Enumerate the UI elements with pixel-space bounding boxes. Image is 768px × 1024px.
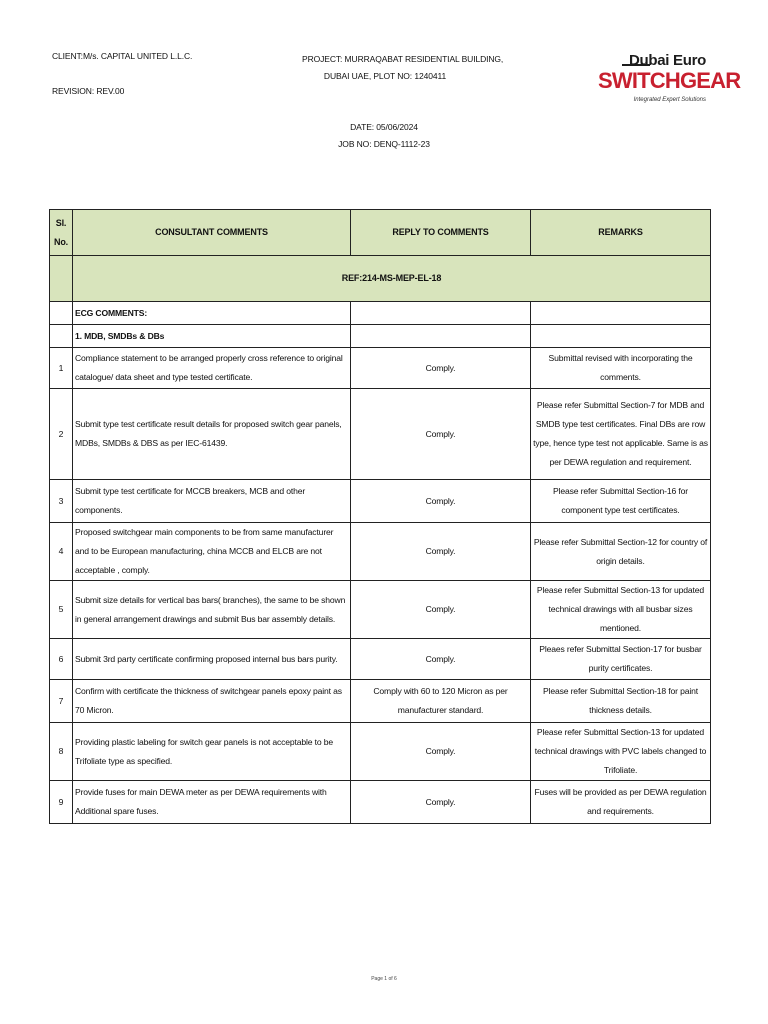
consultant-comment: Submit type test certificate for MCCB breakers, MCB and other components. <box>73 480 351 523</box>
consultant-comment: Providing plastic labeling for switch gear panels is not acceptable to be Trifoliate type as specified. <box>73 723 351 781</box>
reference-number: REF:214-MS-MEP-EL-18 <box>73 256 711 302</box>
reply-to-comment: Comply with 60 to 120 Micron as per manufacturer standard. <box>351 680 531 723</box>
table-row <box>50 581 711 639</box>
table-row <box>50 480 711 523</box>
section-row-blank <box>50 302 73 325</box>
row-number: 5 <box>50 581 73 639</box>
subsection-row-blank <box>531 325 711 348</box>
reply-to-comment: Comply. <box>351 581 531 639</box>
section-row-blank <box>531 302 711 325</box>
date-job-block <box>318 119 450 153</box>
reply-to-comment: Comply. <box>351 348 531 389</box>
section-row <box>50 302 711 325</box>
project-line-1: PROJECT: MURRAQABAT RESIDENTIAL BUILDING, <box>302 54 504 64</box>
consultant-comment: Compliance statement to be arranged properly cross reference to original catalogue/ data sheet and type tested certificate. <box>73 348 351 389</box>
table-row <box>50 680 711 723</box>
table-row <box>50 639 711 680</box>
col-header-sl-no: Sl. No. <box>50 210 73 256</box>
section-title: ECG COMMENTS: <box>73 302 351 325</box>
logo-line-1: Dubai Euro <box>628 52 706 69</box>
row-number: 2 <box>50 389 73 480</box>
project-line-2: DUBAI UAE, PLOT NO: 1240411 <box>323 71 447 81</box>
remark: Fuses will be provided as per DEWA regulation and requirements. <box>531 781 711 824</box>
subsection-row <box>50 325 711 348</box>
table-row <box>50 523 711 581</box>
row-number: 1 <box>50 348 73 389</box>
company-logo <box>598 52 741 112</box>
logo-tagline: Integrated Expert Solutions <box>633 97 706 103</box>
table-header-row <box>50 210 711 256</box>
table-row <box>50 781 711 824</box>
remark: Please refer Submittal Section-13 for updated technical drawings with PVC labels changed to Trifoliate. <box>531 723 711 781</box>
comments-table <box>49 209 711 824</box>
consultant-comment: Confirm with certificate the thickness of switchgear panels epoxy paint as 70 Micron. <box>73 680 351 723</box>
table-row <box>50 389 711 480</box>
table-row <box>50 348 711 389</box>
reply-to-comment: Comply. <box>351 523 531 581</box>
reply-to-comment: Comply. <box>351 723 531 781</box>
consultant-comment: Submit size details for vertical bas bars( branches), the same to be shown in general arrangement drawings and submit Bus bar assembly details. <box>73 581 351 639</box>
row-number: 8 <box>50 723 73 781</box>
remark: Pleaes refer Submittal Section-17 for busbar purity certificates. <box>531 639 711 680</box>
ref-row-blank <box>50 256 73 302</box>
remark: Please refer Submittal Section-12 for country of origin details. <box>531 523 711 581</box>
remark: Please refer Submittal Section-18 for paint thickness details. <box>531 680 711 723</box>
remark: Please refer Submittal Section-13 for updated technical drawings with all busbar sizes mentioned. <box>531 581 711 639</box>
subsection-row-blank <box>50 325 73 348</box>
section-row-blank <box>351 302 531 325</box>
reply-to-comment: Comply. <box>351 480 531 523</box>
col-header-reply: REPLY TO COMMENTS <box>351 210 531 256</box>
row-number: 6 <box>50 639 73 680</box>
ref-row <box>50 256 711 302</box>
table-row <box>50 723 711 781</box>
date: DATE: 05/06/2024 <box>350 122 418 132</box>
consultant-comment: Submit type test certificate result details for proposed switch gear panels, MDBs, SMDBs & DBS as per IEC-61439. <box>73 389 351 480</box>
remark: Please refer Submittal Section-7 for MDB and SMDB type test certificates. Final DBs are row type, hence type test not applicable. Same is as per DEWA regulation and requirement. <box>531 389 711 480</box>
consultant-comment: Submit 3rd party certificate confirming proposed internal bus bars purity. <box>73 639 351 680</box>
logo-line-2: SWITCHGEAR <box>598 68 741 93</box>
reply-to-comment: Comply. <box>351 781 531 824</box>
subsection-title: 1. MDB, SMDBs & DBs <box>73 325 351 348</box>
row-number: 7 <box>50 680 73 723</box>
job-number: JOB NO: DENQ-1112-23 <box>338 139 430 149</box>
remark: Please refer Submittal Section-16 for component type test certificates. <box>531 480 711 523</box>
remark: Submittal revised with incorporating the comments. <box>531 348 711 389</box>
consultant-comment: Provide fuses for main DEWA meter as per DEWA requirements with Additional spare fuses. <box>73 781 351 824</box>
col-header-consultant-comments: CONSULTANT COMMENTS <box>73 210 351 256</box>
revision: REVISION: REV.00 <box>52 86 125 96</box>
consultant-comment: Proposed switchgear main components to be from same manufacturer and to be European manufacturing, china MCCB and ELCB are not acceptable , comply. <box>73 523 351 581</box>
reply-to-comment: Comply. <box>351 639 531 680</box>
row-number: 3 <box>50 480 73 523</box>
page-number: Page 1 of 6 <box>371 976 397 982</box>
project-info <box>302 51 504 85</box>
col-header-remarks: REMARKS <box>531 210 711 256</box>
reply-to-comment: Comply. <box>351 389 531 480</box>
row-number: 9 <box>50 781 73 824</box>
row-number: 4 <box>50 523 73 581</box>
client-name: CLIENT:M/s. CAPITAL UNITED L.L.C. <box>52 51 193 61</box>
subsection-row-blank <box>351 325 531 348</box>
